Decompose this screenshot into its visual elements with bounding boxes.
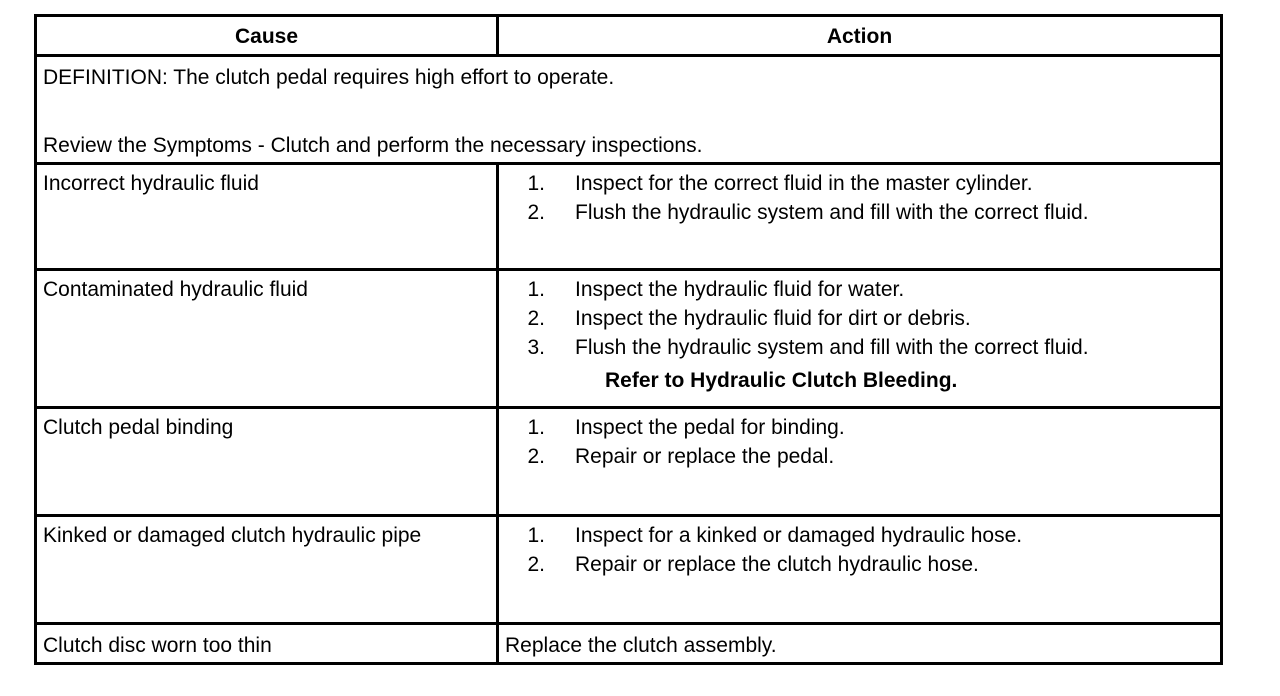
action-step (505, 333, 1220, 362)
step-number: 2. (527, 307, 545, 330)
table-row (37, 622, 1220, 662)
step-text: Inspect the hydraulic fluid for dirt or debris. (575, 307, 971, 330)
step-text: Inspect the hydraulic fluid for water. (575, 278, 905, 301)
cause-cell: Clutch disc worn too thin (37, 625, 499, 662)
table-header-row (37, 17, 1220, 54)
step-text: Inspect for the correct fluid in the master cylinder. (575, 172, 1033, 195)
refer-to-bleeding-link[interactable]: Refer to Hydraulic Clutch Bleeding. (605, 369, 958, 392)
action-cell (499, 271, 1220, 406)
action-step (505, 198, 1220, 227)
action-step (505, 442, 1220, 471)
diagnostic-table (34, 14, 1223, 665)
action-step (505, 275, 1220, 304)
step-number: 3. (527, 336, 545, 359)
cause-cell: Contaminated hydraulic fluid (37, 271, 499, 406)
action-steps (505, 413, 1220, 471)
step-number: 2. (527, 553, 545, 576)
action-cell (499, 409, 1220, 514)
action-steps (505, 169, 1220, 227)
step-text: Repair or replace the clutch hydraulic hose. (575, 553, 979, 576)
definition-text: DEFINITION: The clutch pedal requires high effort to operate. (43, 66, 615, 89)
cause-cell: Kinked or damaged clutch hydraulic pipe (37, 517, 499, 622)
action-step (505, 550, 1220, 579)
step-text: Repair or replace the pedal. (575, 445, 835, 468)
column-header-cause: Cause (37, 17, 499, 54)
step-number: 1. (527, 524, 545, 547)
table-row (37, 406, 1220, 514)
step-text: Inspect the pedal for binding. (575, 416, 845, 439)
review-symptoms-text: Review the Symptoms - Clutch and perform the necessary inspections. (43, 134, 703, 157)
action-step (505, 304, 1220, 333)
action-step (505, 413, 1220, 442)
action-step (505, 169, 1220, 198)
action-steps (505, 275, 1220, 362)
step-number: 1. (527, 416, 545, 439)
table-row (37, 268, 1220, 406)
step-number: 2. (527, 201, 545, 224)
cause-cell: Clutch pedal binding (37, 409, 499, 514)
action-cell (499, 165, 1220, 268)
definition-spacer (43, 92, 1220, 131)
action-steps (505, 521, 1220, 579)
step-text: Flush the hydraulic system and fill with the correct fluid. (575, 201, 1089, 224)
step-text: Inspect for a kinked or damaged hydraulic hose. (575, 524, 1023, 547)
action-cell: Replace the clutch assembly. (505, 634, 777, 657)
action-cell (499, 517, 1220, 622)
definition-row (37, 54, 1220, 162)
cause-cell: Incorrect hydraulic fluid (37, 165, 499, 268)
step-number: 2. (527, 445, 545, 468)
step-number: 1. (527, 172, 545, 195)
table-row (37, 162, 1220, 268)
step-text: Flush the hydraulic system and fill with the correct fluid. (575, 336, 1089, 359)
step-number: 1. (527, 278, 545, 301)
action-step (505, 521, 1220, 550)
column-header-action: Action (826, 25, 893, 48)
table-row (37, 514, 1220, 622)
